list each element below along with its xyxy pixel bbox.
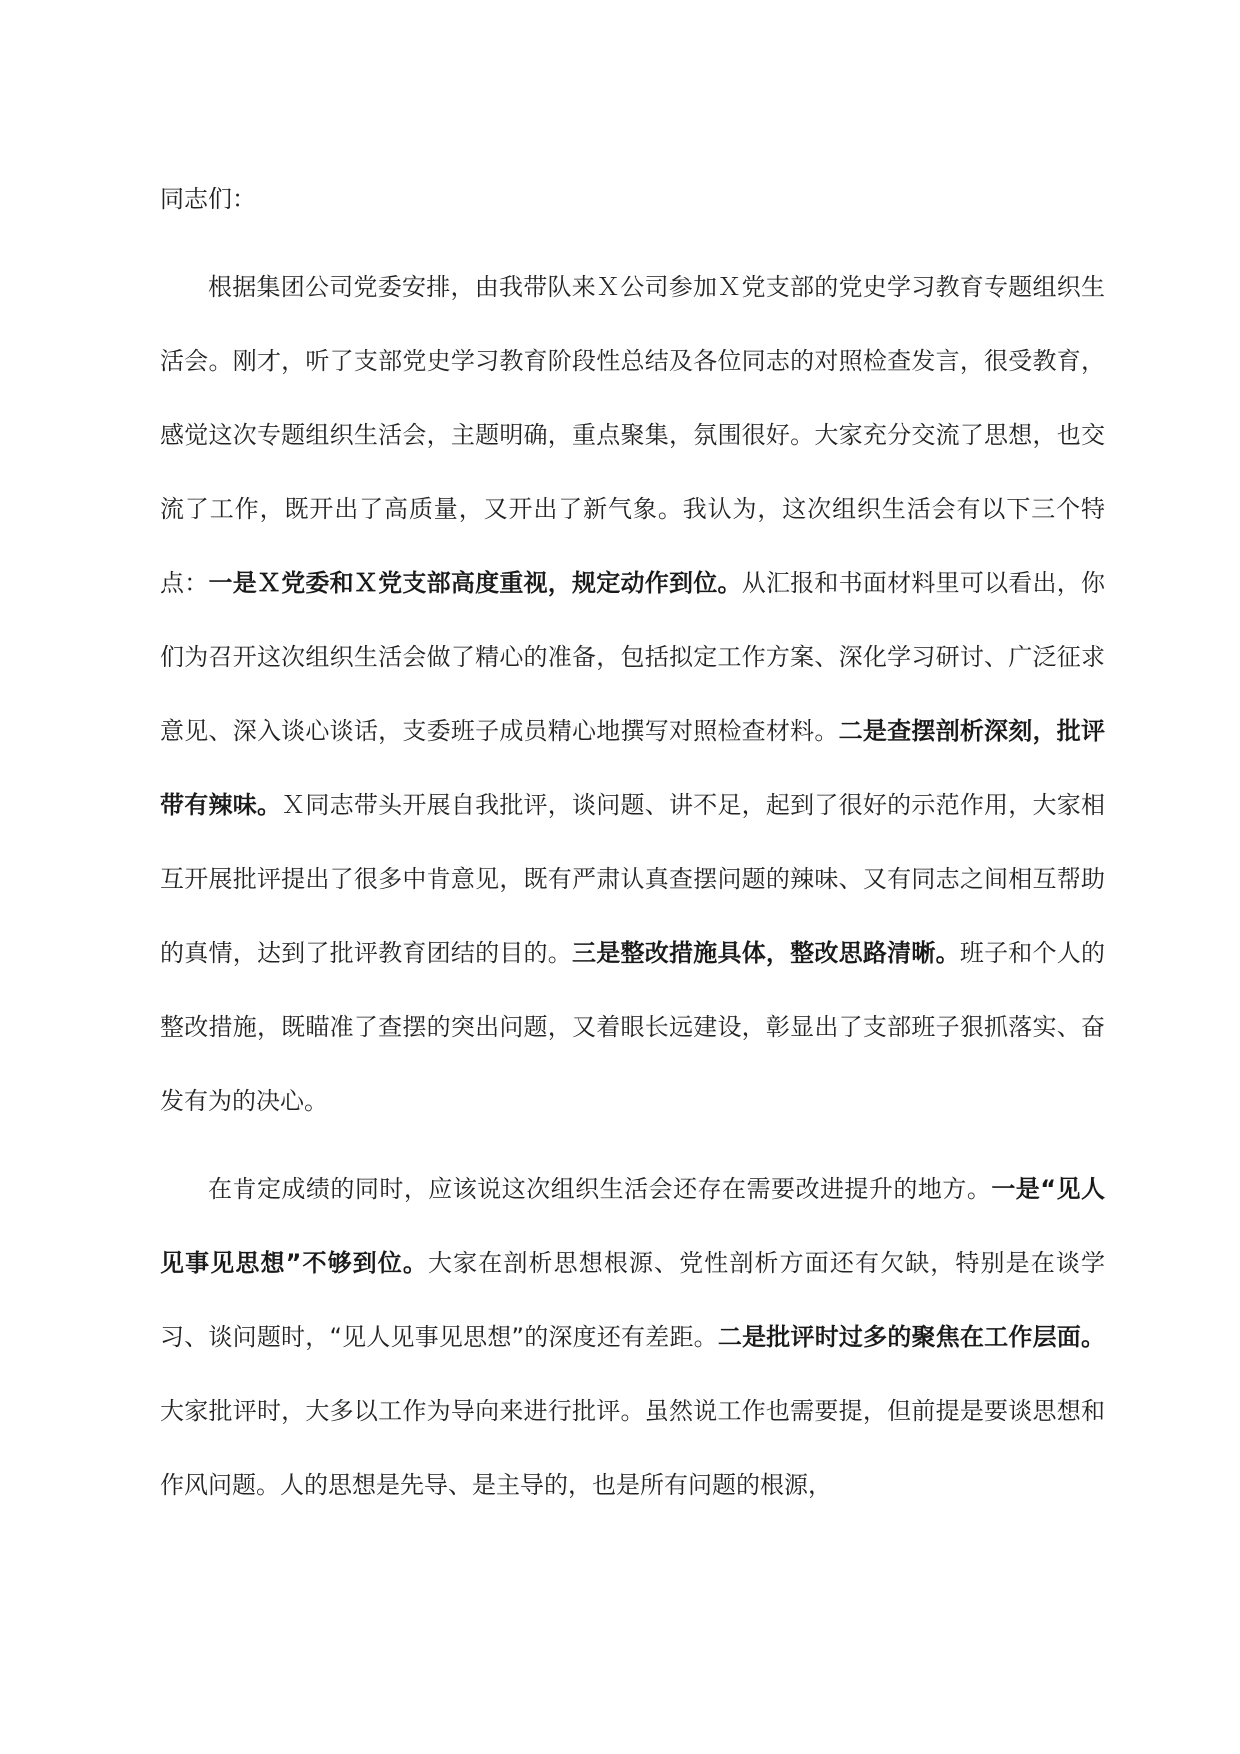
highlight-point-1: 一是Ｘ党委和Ｘ党支部高度重视，规定动作到位。 — [208, 569, 742, 597]
paragraph-characteristics — [160, 250, 1105, 1138]
highlight-issue-2: 二是批评时过多的聚焦在工作层面。 — [717, 1323, 1105, 1351]
paragraph-improvements — [160, 1152, 1105, 1522]
salutation: 同志们： — [160, 185, 256, 213]
document-body — [160, 162, 1105, 1522]
text-segment: Ｘ同志带头开展自我批评，谈问题、讲不足，起到了很好的示范作用，大家相互开展批评提出了很多中肯意见，既有严肃认真查摆问题的辣味、又有同志之间相互帮助的真情，达到了批评教育团结的目的。 — [160, 791, 1106, 967]
highlight-point-3: 三是整改措施具体，整改思路清晰。 — [572, 939, 960, 967]
text-segment: 根据集团公司党委安排，由我带队来Ｘ公司参加Ｘ党支部的党史学习教育专题组织生活会。刚才，听了支部党史学习教育阶段性总结及各位同志的对照检查发言，很受教育，感觉这次专题组织生活会，主题明确，重点聚集，氛围很好。大家充分交流了思想，也交流了工作，既开出了高质量，又开出了新气象。我认为，这次组织生活会有以下三个特点： — [160, 273, 1105, 597]
text-segment: 从汇报和书面材料里可以看出，你们为召开这次组织生活会做了精心的准备，包括拟定工作方案、深化学习研讨、广泛征求意见、深入谈心谈话，支委班子成员精心地撰写对照检查材料。 — [160, 569, 1106, 745]
highlight-point-2: 二是查摆剖析深刻，批评带有辣味。 — [160, 717, 1106, 819]
text-segment: 班子和个人的整改措施，既瞄准了查摆的突出问题，又着眼长远建设，彰显出了支部班子狠抓落实、奋发有为的决心。 — [160, 939, 1106, 1115]
text-segment: 在肯定成绩的同时，应该说这次组织生活会还存在需要改进提升的地方。 — [208, 1175, 992, 1203]
highlight-issue-1: 一是“见人见事见思想”不够到位。 — [160, 1175, 1105, 1277]
text-segment: 大家批评时，大多以工作为导向来进行批评。虽然说工作也需要提，但前提是要谈思想和作风问题。人的思想是先导、是主导的，也是所有问题的根源， — [160, 1397, 1105, 1499]
text-segment: 大家在剖析思想根源、党性剖析方面还有欠缺，特别是在谈学习、谈问题时，“见人见事见思想”的深度还有差距。 — [160, 1249, 1105, 1351]
